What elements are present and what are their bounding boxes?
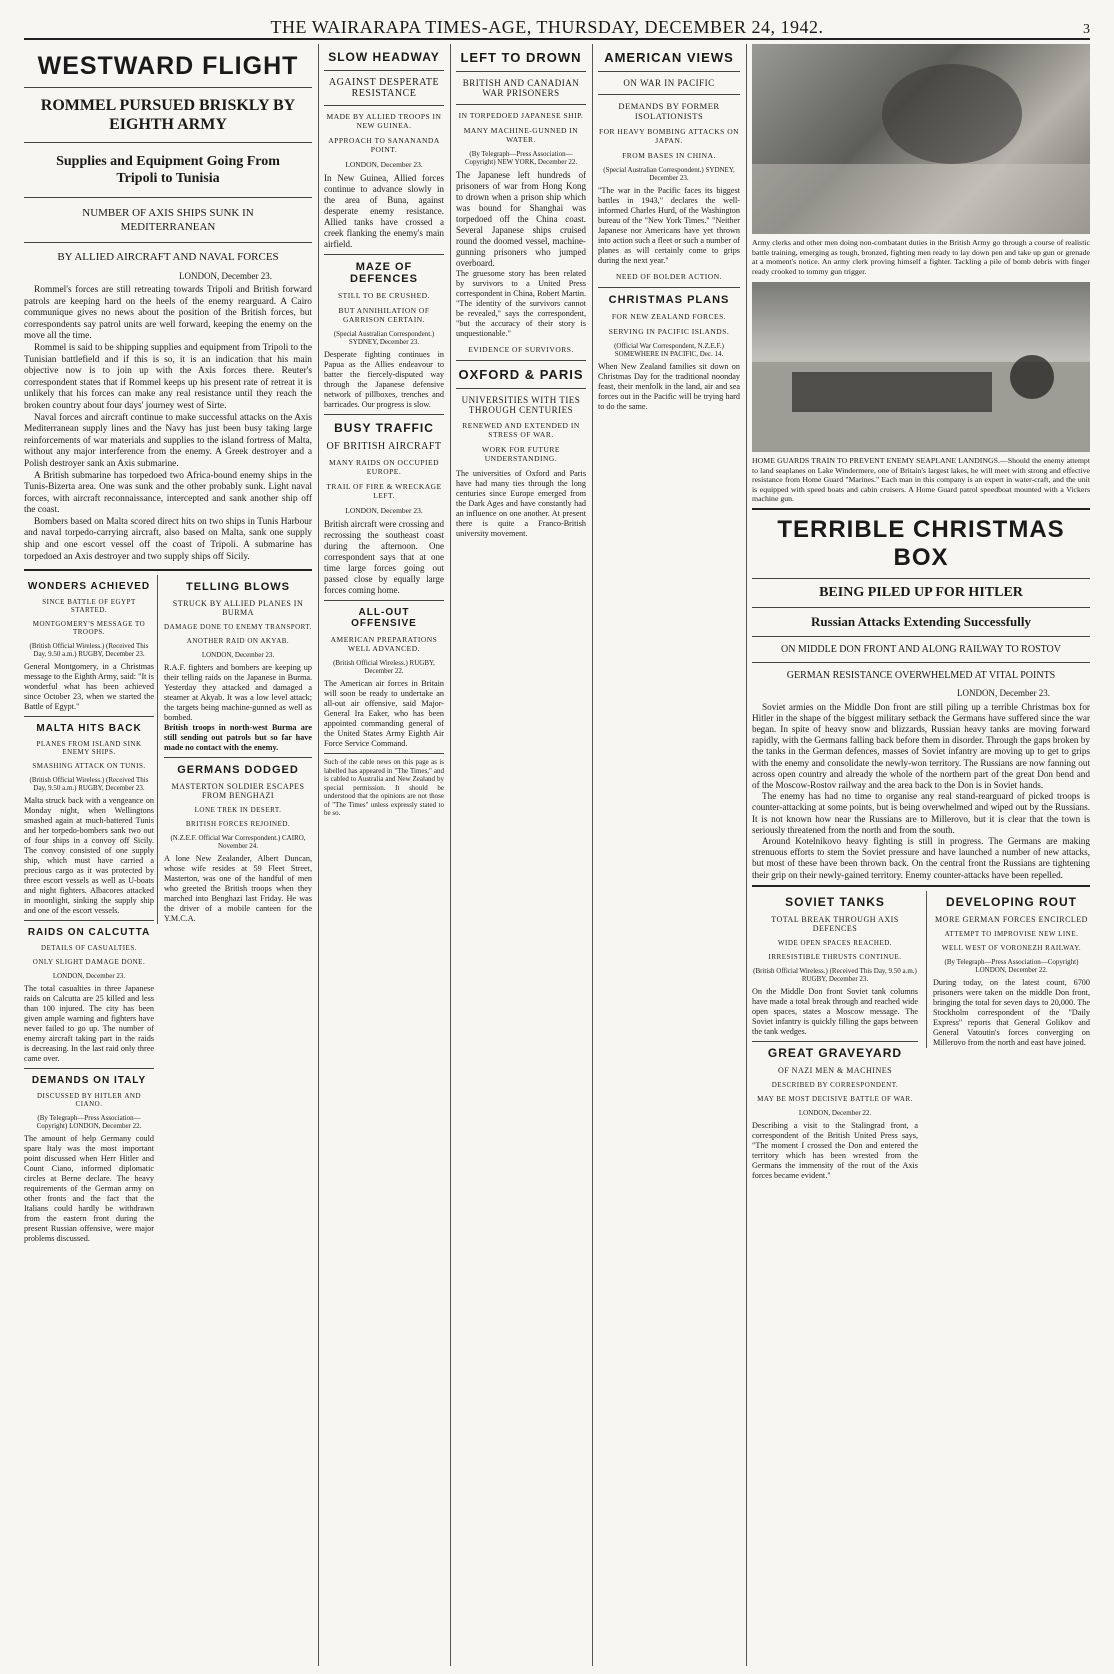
story-subhead: EVIDENCE OF SURVIVORS. (468, 345, 574, 354)
story-body: The American air forces in Britain will soon be ready to undertake an all-out air offensive, said Major-General Ira Eaker, who has been appointed commanding general of the United States Army Eighth Air Force Service Command. (324, 679, 444, 748)
story-deck: SMASHING ATTACK ON TUNIS. (32, 762, 146, 771)
dateline: LONDON, December 22. (798, 1108, 872, 1117)
story-body: The Japanese left hundreds of prisoners of war from Hong Kong to drown when a prison ship which was bound for Shanghai was torpedoed off the China coast. Several Japanese ships cruised round the doomed vessel, machine-gunning prisoners who jumped overboard. (456, 170, 586, 268)
column-5 (752, 44, 1090, 1668)
masthead (24, 12, 1090, 40)
story-deck: BRITISH AND CANADIAN WAR PRISONERS (462, 78, 580, 98)
column-rule (318, 44, 319, 1666)
dateline: LONDON, December 23. (201, 651, 275, 660)
story-deck: MANY RAIDS ON OCCUPIED EUROPE. (328, 458, 440, 476)
story-headline: DEMANDS ON ITALY (31, 1075, 147, 1087)
story-headline: CHRISTMAS PLANS (608, 294, 730, 306)
story-note: British troops in north-west Burma are still sending out patrols but so far have made no contact with the enemy. (164, 723, 312, 753)
photo-caption: Army clerks and other men doing non-combatant duties in the British Army go through a course of realistic battle training, emerging as tough, bronzed, fighting men ready to lay down pen and take up gun or grenade at a moment's notice. An army clerk proving himself a fighter. Tackling a pile of bomb debris with finger ready crooked to tommy gun trigger. (752, 238, 1090, 276)
story-source: (Special Australian Correspondent.) SYDNEY, December 23. (603, 166, 735, 182)
story-source: (By Telegraph—Press Association—Copyright) LONDON, December 22. (36, 1114, 142, 1131)
story-deck: ATTEMPT TO IMPROVISE NEW LINE. (944, 929, 1079, 938)
photo-home-guard-image (752, 282, 1090, 452)
story-deck: ONLY SLIGHT DAMAGE DONE. (32, 958, 146, 967)
paragraph: A British submarine has torpedoed two Africa-bound enemy ships in the Tunis-Bizerta area. One was sunk and the other probably sunk. Light naval forces, with aircraft reconnaissance, intercepted and sank another ship off the coast. (24, 470, 312, 516)
dateline: LONDON, December 23. (957, 687, 1050, 698)
masthead-title: THE WAIRARAPA TIMES-AGE, THURSDAY, DECEMBER 24, 1942. (270, 17, 824, 37)
deck-subheadline: NUMBER OF AXIS SHIPS SUNK IN MEDITERRANEAN (82, 207, 254, 233)
paragraph: The enemy has had no time to organise any real stand-rearguard of picked troops is counter-attacking at some points, but is being overwhelmed and wiped out by the Russians. It is not known how near the Russians are to Millerovo, but it is clear that the town is seriously threatened from the north and from the south. (752, 791, 1090, 835)
story-headline: DEVELOPING ROUT (945, 894, 1077, 909)
paragraph: Bombers based on Malta scored direct hits on two ships in Tunis Harbour and naval torpedo-carrying aircraft, also based on Malta, sank one supply ship and one escort vessel off the coast of Tripoli. A submarine has torpedoed an Axis destroyer and two supply ships off Sicily. (24, 516, 312, 562)
story-source: (Official War Correspondent, N.Z.E.F.) SOMEWHERE IN PACIFIC, Dec. 14. (614, 342, 724, 358)
story-deck: MASTERTON SOLDIER ESCAPES FROM BENGHAZI (171, 782, 305, 801)
story-deck: WELL WEST OF VORONEZH RAILWAY. (941, 943, 1082, 952)
story-body: On the Middle Don front Soviet tank columns have made a total break through and reached wide open spaces, states a Moscow message. The Soviet infantry is quickly filling the gaps between the tank wedges. (752, 986, 918, 1036)
story-deck: DISCUSSED BY HITLER AND CIANO. (37, 1092, 141, 1109)
dateline: LONDON, December 23. (52, 972, 126, 981)
photo-soldier (752, 44, 1090, 234)
column-4 (598, 44, 740, 1668)
story-body: Describing a visit to the Stalingrad front, a correspondent of the British United Press says, "The moment I crossed the Don and entered the territory which has been wrested from the Germans the immensity of the rout of the Axis forces became evident." (752, 1120, 918, 1180)
subcolumn-left (752, 891, 918, 1181)
story-deck: UNIVERSITIES WITH TIES THROUGH CENTURIES (461, 395, 581, 415)
story-deck: BUT ANNIHILATION OF GARRISON CERTAIN. (338, 306, 430, 324)
story-body: General Montgomery, in a Christmas message to the Eighth Army, said: "It is wonderful what has been achieved since October 23, when we started the Battle of Egypt." (24, 662, 154, 712)
column-rule (746, 44, 747, 1666)
story-body: The amount of help Germany could spare Italy was the most important point discussed when Herr Hitler and Count Ciano, informed diplomatic circles at Berne declare. The heavy requirements of the German army on other fronts and the fact that the Italians could hardly be withdrawn from the eastern front during the present Russian offensive, were major problems discussed. (24, 1134, 154, 1244)
story-deck: TRAIL OF FIRE & WRECKAGE LEFT. (326, 482, 442, 500)
story-source: (British Official Wireless.) (Received This Day, 9.50 a.m.) RUGBY, December 23. (29, 642, 149, 659)
story-headline: BUSY TRAFFIC (334, 421, 434, 435)
story-deck: DESCRIBED BY CORRESPONDENT. (771, 1080, 899, 1089)
story-source: (N.Z.E.F. Official War Correspondent.) CAIRO, November 24. (170, 834, 306, 851)
main-headline: ROMMEL PURSUED BRISKLY BY EIGHTH ARMY (40, 97, 296, 133)
story-deck: MORE GERMAN FORCES ENCIRCLED (935, 914, 1088, 924)
story-deck: IN TORPEDOED JAPANESE SHIP. (458, 111, 584, 120)
story-body: In New Guinea, Allied forces continue to advance slowly in the area of Buna, against desperate enemy resistance. Allied tanks have crossed a creek flanking the enemy's main airfield. (324, 173, 444, 249)
story-body: A lone New Zealander, Albert Duncan, whose wife resides at 59 Fleet Street, Masterton, was one of the handful of men who greeted the British troops when they marched into Benghazi last Friday. He was the driver of a mobile canteen for the Y.M.C.A. (164, 854, 312, 924)
photo-caption: HOME GUARDS TRAIN TO PREVENT ENEMY SEAPLANE LANDINGS.—Should the enemy attempt to land seaplanes on Lake Windermere, one of Britain's largest lakes, he will meet with strong and effective resistance from Home Guard "Marines." Each man in this company is an expert in water-craft, and the unit is equipped with speed boats and cabin cruisers. A Home Guard patrol speedboat mounted with a Vickers machine gun. (752, 456, 1090, 503)
story-headline: GREAT GRAVEYARD (767, 1045, 903, 1060)
story-deck: MONTGOMERY'S MESSAGE TO TROOPS. (32, 620, 146, 637)
deck-headline: Russian Attacks Extending Successfully (811, 613, 1031, 629)
story-deck: FOR NEW ZEALAND FORCES. (611, 312, 727, 321)
article-body (24, 285, 312, 563)
story-headline: ALL-OUT OFFENSIVE (351, 607, 417, 629)
story-deck: FOR HEAVY BOMBING ATTACKS ON JAPAN. (598, 127, 740, 145)
story-deck: DETAILS OF CASUALTIES. (41, 944, 137, 953)
paragraph: Rommel is said to be shipping supplies and equipment from Tripoli to the Tunisian battlefield and if this is so, it is an indication that his main objective now is to join up with the Axis forces there. Reuter's correspondent states that if Rommel keeps up his present rate of retreat it is unlikely that his forces can make any real resistance until they reach the broken country about four days' journey west of Sirte. (24, 342, 312, 411)
column-rule (450, 44, 451, 1666)
story-deck: OF NAZI MEN & MACHINES (777, 1065, 893, 1075)
story-headline: TELLING BLOWS (185, 581, 291, 594)
story-deck: MANY MACHINE-GUNNED IN WATER. (463, 126, 579, 144)
story-deck: ANOTHER RAID ON AKYAB. (186, 637, 290, 646)
story-deck: WORK FOR FUTURE UNDERSTANDING. (482, 445, 560, 463)
story-source: (British Official Wireless.) (Received This Day, 9.50 a.m.) RUGBY, December 23. (753, 966, 917, 983)
story-deck: LONE TREK IN DESERT. (194, 806, 282, 815)
story-body: The gruesome story has been related by survivors to a United Press correspondent in China, Robert Martin. "The identity of the survivors cannot be revealed," says the correspondent, "but the accuracy of their story is unquestionable." (456, 269, 586, 338)
story-deck: MADE BY ALLIED TROOPS IN NEW GUINEA. (326, 112, 442, 130)
story-deck: IRRESISTIBLE THRUSTS CONTINUE. (768, 952, 902, 961)
story-headline: MALTA HITS BACK (36, 723, 142, 735)
story-headline: AMERICAN VIEWS (604, 50, 734, 65)
story-body: When New Zealand families sit down on Christmas Day for the traditional noonday feast, their menfolk in the land, air and sea forces out in the Pacific will be trying hard to do the same. (598, 362, 740, 411)
story-source: (By Telegraph—Press Association—Copyright) LONDON, December 22. (944, 957, 1079, 974)
story-deck: AMERICAN PREPARATIONS WELL ADVANCED. (330, 635, 438, 653)
subcolumn-left (24, 575, 154, 1244)
main-headline: BEING PILED UP FOR HITLER (819, 584, 1023, 600)
story-deck: APPROACH TO SANANANDA POINT. (328, 136, 440, 154)
story-deck: STRUCK BY ALLIED PLANES IN BURMA (172, 599, 304, 618)
story-deck: DAMAGE DONE TO ENEMY TRANSPORT. (164, 623, 312, 632)
story-headline: OXFORD & PARIS (458, 367, 584, 382)
subcolumn-right (926, 891, 1090, 1048)
story-deck: RENEWED AND EXTENDED IN STRESS OF WAR. (462, 421, 580, 439)
story-headline: MAZE OF DEFENCES (350, 261, 418, 285)
story-body: Desperate fighting continues in Papua as the Allies endeavour to batter the fiercely-disputed way through the Japanese defensive network of pillboxes, trenches and barricades. Our progress is slow. (324, 350, 444, 409)
column-3 (456, 44, 586, 1668)
story-deck: PLANES FROM ISLAND SINK ENEMY SHIPS. (36, 740, 142, 757)
deck-headline: Supplies and Equipment Going From Tripoli to Tunisia (56, 154, 280, 186)
story-deck: AGAINST DESPERATE RESISTANCE (328, 77, 440, 99)
story-headline: SLOW HEADWAY (328, 50, 440, 64)
paragraph: Naval forces and aircraft continue to make successful attacks on the Axis Mediterranean supply lines and the Navy has just been busy taking large reinforcements of war materials and supplies to the island fortress of Malta, without any major interference from the enemy. A Greek destroyer and a Polish destroyer sank an Axis submarine. (24, 412, 312, 469)
story-deck: SERVING IN PACIFIC ISLANDS. (608, 327, 730, 336)
story-deck: DEMANDS BY FORMER ISOLATIONISTS (618, 101, 720, 121)
subcolumn-right (157, 575, 312, 924)
story-headline: WONDERS ACHIEVED (27, 581, 151, 593)
story-body: "The war in the Pacific faces its biggest battles in 1943," declares the well-informed Charles Hurd, of the Washington bureau of the "New York Times." "Neither Japanese nor Americans have yet thrown into action such a fleet or such a number of planes as will certainly come to grips during the next year." (598, 186, 740, 265)
story-deck: STILL TO BE CRUSHED. (338, 291, 430, 300)
photo-soldier-image (752, 44, 1090, 234)
story-headline: SOVIET TANKS (785, 894, 885, 909)
deck-subheadline: ON MIDDLE DON FRONT AND ALONG RAILWAY TO ROSTOV (780, 643, 1061, 655)
banner-headline: WESTWARD FLIGHT (37, 52, 299, 80)
story-deck: WIDE OPEN SPACES REACHED. (777, 938, 893, 947)
story-deck: SINCE BATTLE OF EGYPT STARTED. (42, 598, 136, 615)
paragraph: Soviet armies on the Middle Don front are still piling up a terrible Christmas box for Hitler in the shape of the biggest military setback the Germans have suffered since the war began. In spite of heavy snow and blizzards, Russian heavy tanks are moving forward rapidly, with the Germans falling back before them in disorder. Through the gaps broken by the tanks in the German defences, masses of Soviet infantry are moving up to get to grips with the enemy and consolidate the newly-won territory. The Russians are now fanning out across open country and already the whole of the northern part of the great Don bend and of the Moscow-Rostov railway and the area back to the Don is in Soviet hands. (752, 701, 1090, 790)
story-deck: ON WAR IN PACIFIC (623, 78, 715, 88)
banner-headline: TERRIBLE CHRISTMAS BOX (777, 515, 1065, 571)
story-deck: FROM BASES IN CHINA. (622, 151, 716, 160)
story-deck: MAY BE MOST DECISIVE BATTLE OF WAR. (757, 1094, 913, 1103)
photo-home-guard (752, 282, 1090, 452)
story-body: The total casualties in three Japanese raids on Calcutta are 25 killed and less than 100 injured. The city has been given ample warning and fighters have never failed to go up. The number of enemy aircraft taking part in the raids is decreasing. In the last raid only three came over. (24, 984, 154, 1064)
column-rule (592, 44, 593, 1666)
story-headline: GERMANS DODGED (177, 764, 299, 777)
story-headline: LEFT TO DROWN (460, 50, 582, 65)
story-headline: RAIDS ON CALCUTTA (27, 927, 151, 939)
story-body: During today, on the latest count, 6700 prisoners were taken on the middle Don front, bringing the total for seven days to 20,000. The Stockholm correspondent of the "Daily Express" reports that General Golikov and General Vatoutin's forces converging on Millerovo from the north and east have joined. (933, 977, 1090, 1047)
column-1 (24, 44, 312, 1668)
story-source: (By Telegraph—Press Association—Copyright) NEW YORK, December 22. (464, 150, 578, 166)
story-source: (British Official Wireless.) RUGBY, December 22. (333, 659, 435, 675)
dateline: LONDON, December 23. (345, 506, 423, 515)
story-source: (British Official Wireless.) (Received This Day, 9.50 a.m.) RUGBY, December 23. (29, 776, 149, 793)
story-body: Malta struck back with a vengeance on Monday night, when Wellingtons smashed again at much-battered Tunis and her torpedo-bombers sank two out of four ships in a convoy off Sicily. The convoy consisted of one supply ship, which must have carried a precious cargo as it was protected by three escort vessels as well as U-boats and night fighters. Albacores attacked in moonlight, sinking the supply ship and one of the escort vessels. (24, 796, 154, 916)
page-number: 3 (1083, 22, 1090, 37)
story-subhead: NEED OF BOLDER ACTION. (616, 272, 722, 281)
story-body: The universities of Oxford and Paris have had many ties through the long centuries since Europe emerged from the Dark Ages and have constantly had an influence on one another. At present there is quite a Franco-British university movement. (456, 469, 586, 538)
story-body: British aircraft were crossing and recrossing the southeast coast during the afternoon. One correspondent says that at one time large forces going out passed close by equally large forces coming home. (324, 519, 444, 595)
dateline: LONDON, December 23. (179, 271, 272, 281)
column-2 (324, 44, 444, 1668)
story-deck: OF BRITISH AIRCRAFT (326, 441, 442, 452)
paragraph: Around Kotelnikovo heavy fighting is still in progress. The Germans are making strenuous efforts to stem the Soviet pressure and have launched a number of new attacks, but most of these have been thrown back. On the central front the Russians are tightening their grip on their newly-gained territory. Enemy counter-attacks have been repelled. (752, 835, 1090, 880)
story-source: (Special Australian Correspondent.) SYDNEY, December 23. (333, 330, 435, 346)
deck-subheadline: GERMAN RESISTANCE OVERWHELMED AT VITAL POINTS (786, 669, 1056, 681)
dateline: LONDON, December 23. (345, 160, 423, 169)
deck-subheadline: BY ALLIED AIRCRAFT AND NAVAL FORCES (57, 251, 279, 263)
story-deck: BRITISH FORCES REJOINED. (185, 820, 291, 829)
article-body (752, 702, 1090, 881)
story-body: R.A.F. fighters and bombers are keeping up their telling raids on the Japanese in Burma. Yesterday they attacked and damaged a steamer at Akyab. It was a low level attack; the targets being machine-gunned as well as bombed. (164, 663, 312, 723)
paragraph: Rommel's forces are still retreating towards Tripoli and British forward patrols are keeping hard on the heels of the enemy rearguard. A Cairo communique gives no news about the position of the British forces, but correspondents say patrol units are well forward, keeping the enemy on the move all the time. (24, 285, 312, 342)
footnote: Such of the cable news on this page as is labelled has appeared in "The Times," and is cabled to Australia and New Zealand by special permission. It should be understood that the opinions are not those of "The Times" unless expressly stated to be so. (324, 758, 444, 817)
story-deck: TOTAL BREAK THROUGH AXIS DEFENCES (771, 914, 899, 933)
